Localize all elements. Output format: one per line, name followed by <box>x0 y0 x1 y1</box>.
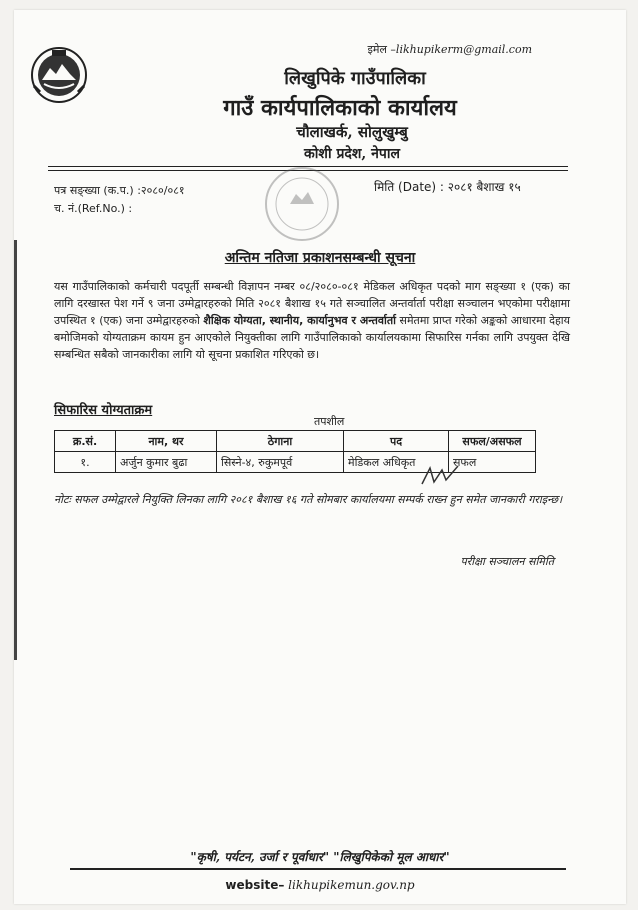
cell-post: मेडिकल अधिकृत <box>344 452 449 473</box>
notice-body <box>54 278 570 363</box>
results-table <box>54 430 536 473</box>
email-address: likhupikerm@gmail.com <box>395 43 532 56</box>
website-line <box>14 878 626 892</box>
committee-signature: परीक्षा सञ्चालन समिति <box>460 555 554 568</box>
table-header-row <box>55 431 536 452</box>
reference-block <box>54 182 185 218</box>
office-address: चौलाखर्क, सोलुखुम्बु <box>296 123 408 141</box>
cell-result: सफल <box>449 452 536 473</box>
province-name: कोशी प्रदेश, नेपाल <box>304 146 400 162</box>
col-address: ठेगाना <box>217 431 344 452</box>
col-result: सफल/असफल <box>449 431 536 452</box>
col-post: पद <box>344 431 449 452</box>
email-label: इमेल – <box>367 43 396 56</box>
initial-signature <box>420 464 460 488</box>
scan-edge-line <box>14 240 17 660</box>
website-url: likhupikemun.gov.np <box>288 878 415 892</box>
letter-number: पत्र सङ्ख्या (क.प.) :२०८०/०८१ <box>54 184 185 197</box>
dispatch-number: च. नं.(Ref.No.) : <box>54 202 133 215</box>
website-label: website– <box>225 878 285 892</box>
notice-body-part2: समेतमा प्राप्त गरेको अङ्कको आधारमा देहाय बमोजिमको योग्यताक्रम कायम हुन आएकोले नियुक्तीका लागि गाउँपालिकाको कार्यालयकामा सिफारिस गर्नका लागि उपयुक्त देखि सम्बन्धित सबैको जानकारीका लागि यो सूचना प्रकाशित गरिएको छ। <box>54 314 571 361</box>
cell-name: अर्जुन कुमार बुढा <box>116 452 217 473</box>
notice-page <box>14 10 626 904</box>
footer-note: नोटः सफल उम्मेद्वारले नियुक्ति लिनका लागि २०८१ बैशाख १६ गते सोमबार कार्यालयमा सम्पर्क राख्न हुन समेत जानकारी गराइन्छ। <box>54 493 563 506</box>
office-seal-stamp <box>260 164 344 244</box>
notice-body-bold: शैक्षिक योग्यता, स्थानीय, कार्यानुभव र अन्तर्वार्ता <box>203 314 396 327</box>
notice-title: अन्तिम नतिजा प्रकाशनसम्बन्धी सूचना <box>224 250 416 266</box>
cell-address: सिस्ने-४, रुकुमपूर्व <box>217 452 344 473</box>
municipality-name: लिखुपिके गाउँपालिका <box>284 68 426 89</box>
letter-date: मिति (Date) : २०८१ बैशाख १५ <box>374 180 521 194</box>
category-title: तपशील <box>314 415 345 428</box>
cell-serial: १. <box>55 452 116 473</box>
email-line <box>367 42 532 57</box>
municipality-slogan: "कृषी, पर्यटन, उर्जा र पूर्वाधार" "लिखुपिकेको मूल आधार" <box>190 850 450 864</box>
recommendation-section-title: सिफारिस योग्यताक्रम <box>54 403 153 418</box>
office-name: गाउँ कार्यपालिकाको कार्यालय <box>223 95 457 121</box>
col-serial: क्र.सं. <box>55 431 116 452</box>
table-row <box>55 452 536 473</box>
footer-rule <box>70 868 566 870</box>
notice-body-part1: यस गाउँपालिकाको कर्मचारी पदपूर्ती सम्बन्धी विज्ञापन नम्बर ०८/२०८०-०८१ मेडिकल अधिकृत पदको माग सङ्ख्या १ (एक) का लागि दरखास्त पेश गर्ने ९ जना उम्मेद्वारहरुको मिति २०८१ बैशाख १५ गते सञ्चालित अन्तर्वार्ता परीक्षा सञ्चालन भएकोमा परीक्षामा उपस्थित १ (एक) जना उम्मेद्वारहरुको <box>54 280 570 327</box>
col-name: नाम, थर <box>116 431 217 452</box>
